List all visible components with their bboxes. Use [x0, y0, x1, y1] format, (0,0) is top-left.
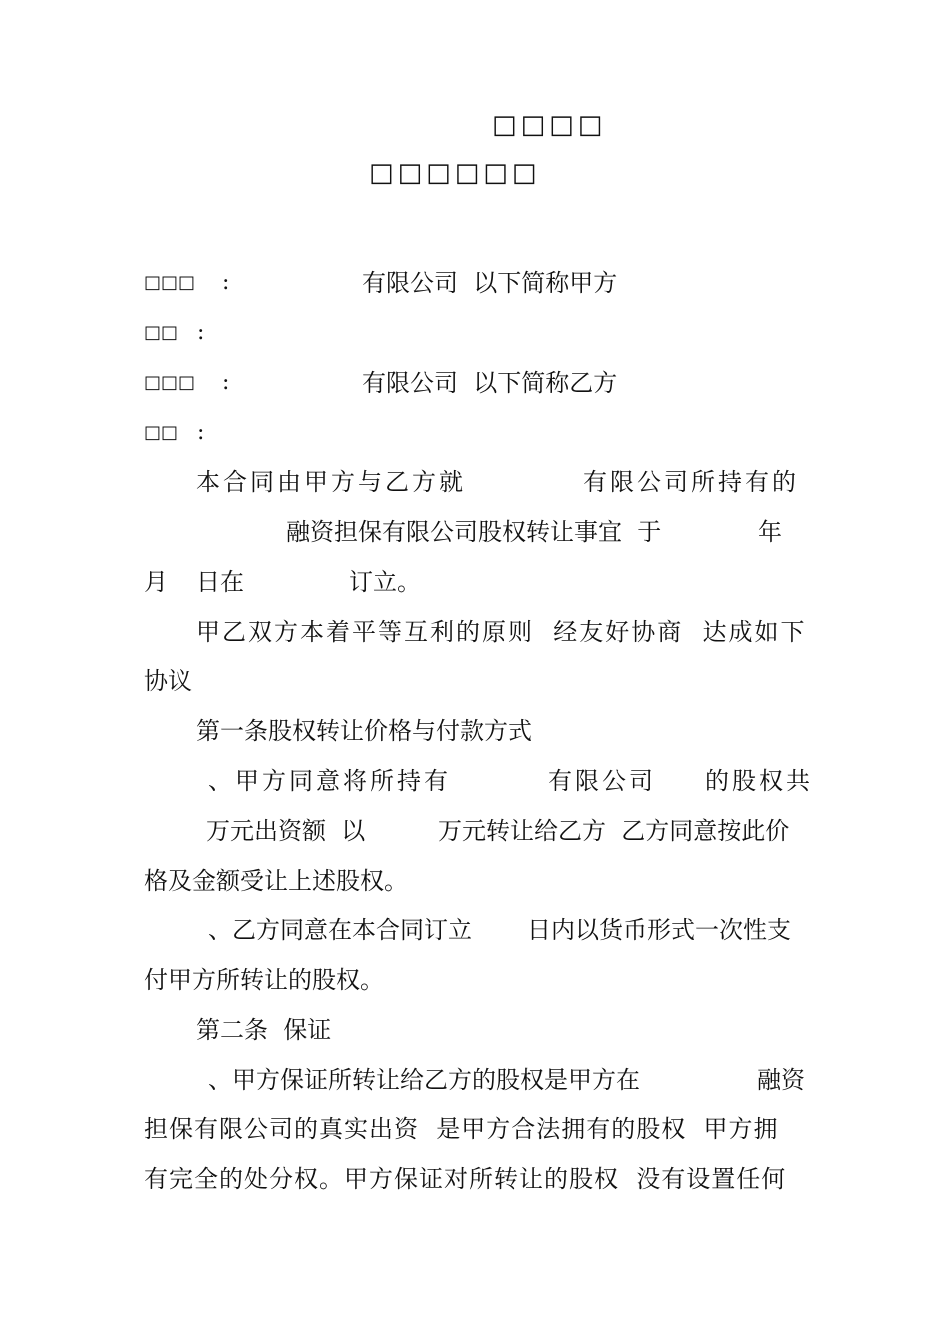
p1-line1-a: 本合同由甲方与乙方就 [196, 468, 466, 496]
p2-line2: 协议 [144, 667, 192, 695]
party-a-label: □□□ [144, 272, 196, 293]
art1-1-line2-a: 万元出资额 以 [206, 817, 366, 845]
party-b-label: □□□ [144, 372, 196, 393]
art1-1-line1-b: 有限公司 [548, 767, 656, 795]
p1-line2-a: 融资担保有限公司股权转让事宜 于 [286, 518, 662, 546]
party-a-text: 有限公司 以下简称甲方 [362, 269, 618, 297]
party-b-colon: : [222, 370, 230, 395]
art1-2-line1-a: 、乙方同意在本合同订立 [208, 916, 472, 944]
art2-1-line3: 有完全的处分权。甲方保证对所转让的股权 没有设置任何 [144, 1165, 787, 1193]
art1-1-line1-a: 、甲方同意将所持有 [208, 767, 451, 795]
title-line-1: □□□□ [492, 110, 607, 140]
p1-line3-a: 月 [144, 568, 168, 596]
address-b-label: □□ [144, 422, 179, 443]
party-a-colon: : [222, 270, 230, 295]
art2-1-line1-a: 、甲方保证所转让给乙方的股权是甲方在 [208, 1066, 640, 1094]
article-2-title: 第二条 保证 [196, 1016, 332, 1044]
art1-2-line1-b: 日内以货币形式一次性支 [527, 916, 791, 944]
address-b-colon: : [197, 420, 205, 445]
p2-line1: 甲乙双方本着平等互利的原则 经友好协商 达成如下 [196, 618, 807, 646]
title-line-2: □□□□□□ [369, 158, 541, 188]
address-a-label: □□ [144, 322, 179, 343]
art2-1-line1-b: 融资 [757, 1066, 805, 1094]
art1-1-line3: 格及金额受让上述股权。 [144, 867, 408, 895]
art1-1-line1-c: 的股权共 [705, 767, 813, 795]
p1-line1-b: 有限公司所持有的 [583, 468, 799, 496]
p1-line3-b: 日在 [196, 568, 244, 596]
art1-2-line2: 付甲方所转让的股权。 [144, 966, 384, 994]
article-1-title: 第一条股权转让价格与付款方式 [196, 717, 532, 745]
party-b-text: 有限公司 以下简称乙方 [362, 369, 618, 397]
art1-1-line2-b: 万元转让给乙方 乙方同意按此价 [438, 817, 790, 845]
address-a-colon: : [197, 320, 205, 345]
p1-line2-b: 年 [758, 518, 782, 546]
p1-line3-c: 订立。 [349, 568, 421, 596]
art2-1-line2: 担保有限公司的真实出资 是甲方合法拥有的股权 甲方拥 [144, 1115, 779, 1143]
